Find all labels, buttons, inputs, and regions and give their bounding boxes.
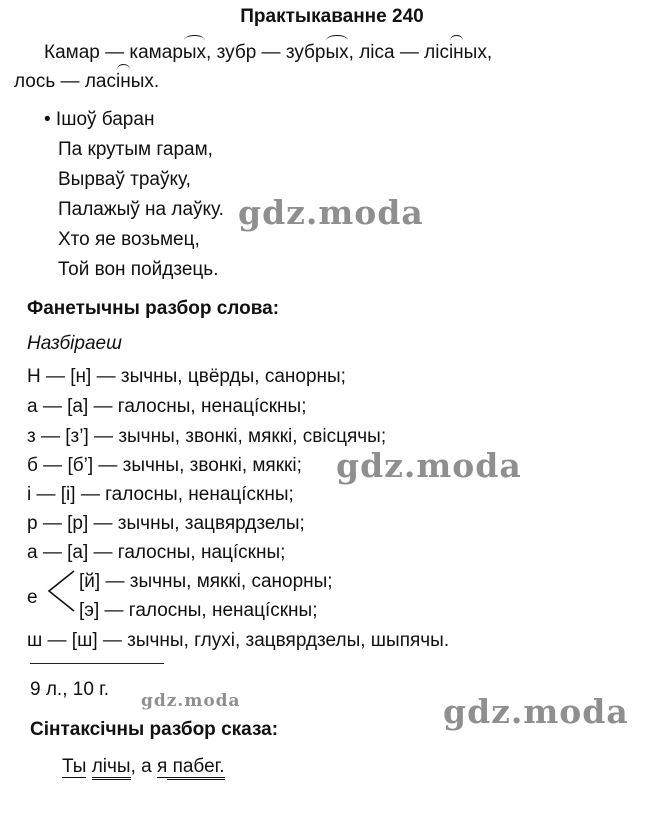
intro-text: ых, — [463, 42, 493, 63]
intro-text: лось — лас — [14, 71, 116, 92]
intro-line-2 — [14, 71, 159, 93]
poem-line: Той вон пойдзець. — [58, 259, 219, 280]
predicate-word: пабег. — [167, 756, 224, 780]
poem-line: Па крутым гарам, — [58, 139, 213, 160]
phonetic-row: Н — [н] — зычны, цвёрды, санорны; — [27, 366, 346, 387]
watermark: gdz.moda — [336, 446, 522, 485]
phonetic-heading: Фанетычны разбор слова: — [27, 298, 280, 319]
poem-line: • Ішоў баран — [44, 109, 155, 130]
intro-text: ых. — [130, 71, 160, 92]
letter-sound-count: 9 л., 10 г. — [30, 679, 110, 700]
poem-line: Вырваў траўку, — [58, 169, 191, 190]
letter-e: е — [27, 587, 38, 608]
phonetic-row: а — [а] — галосны, ненацíскны; — [27, 396, 307, 417]
sentence-text: , а — [130, 756, 157, 777]
subject-word: я — [157, 756, 168, 777]
phonetic-row: б — [б’] — зычны, звонкі, мяккі; — [27, 455, 302, 476]
watermark: gdz.moda — [238, 193, 424, 232]
phonetic-row: [й] — зычны, мяккі, санорны; — [79, 571, 333, 592]
divider — [30, 663, 164, 664]
analysed-word: Назбіраеш — [27, 333, 122, 354]
syntax-heading: Сінтаксічны разбор сказа: — [30, 719, 279, 740]
phonetic-row: [э] — галосны, ненацíскны; — [79, 600, 318, 621]
intro-text: , ліса — ліс — [348, 42, 449, 63]
intro-text: Камар — камар — [44, 42, 183, 63]
predicate-word: лічы — [92, 756, 131, 780]
phonetic-row: а — [а] — галосны, нацíскны; — [27, 542, 286, 563]
phonetic-row: і — [і] — галосны, ненацíскны; — [27, 484, 294, 505]
arc-mark: ых — [182, 42, 207, 63]
watermark: gdz.moda — [141, 691, 241, 711]
poem-line: Палажыў на лаўку. — [58, 199, 224, 220]
arc-mark: ін — [448, 42, 464, 63]
watermark: gdz.moda — [443, 692, 629, 731]
arc-mark: ых — [325, 42, 349, 63]
intro-text: , зубр — зубр — [206, 42, 326, 63]
split-bracket — [46, 569, 76, 613]
sentence — [62, 756, 225, 778]
intro-line-1 — [44, 42, 492, 64]
subject-word: Ты — [62, 756, 87, 777]
phonetic-row: ш — [ш] — зычны, глухі, зацвярдзелы, шыпячы. — [27, 630, 450, 651]
poem-line: Хто яе возьмец, — [58, 229, 200, 250]
phonetic-row: з — [з’] — зычны, звонкі, мяккі, свісцячы; — [27, 426, 387, 447]
arc-mark: ін — [115, 71, 131, 92]
exercise-title: Практыкаванне 240 — [240, 6, 424, 27]
phonetic-row: р — [р] — зычны, зацвярдзелы; — [27, 513, 305, 534]
